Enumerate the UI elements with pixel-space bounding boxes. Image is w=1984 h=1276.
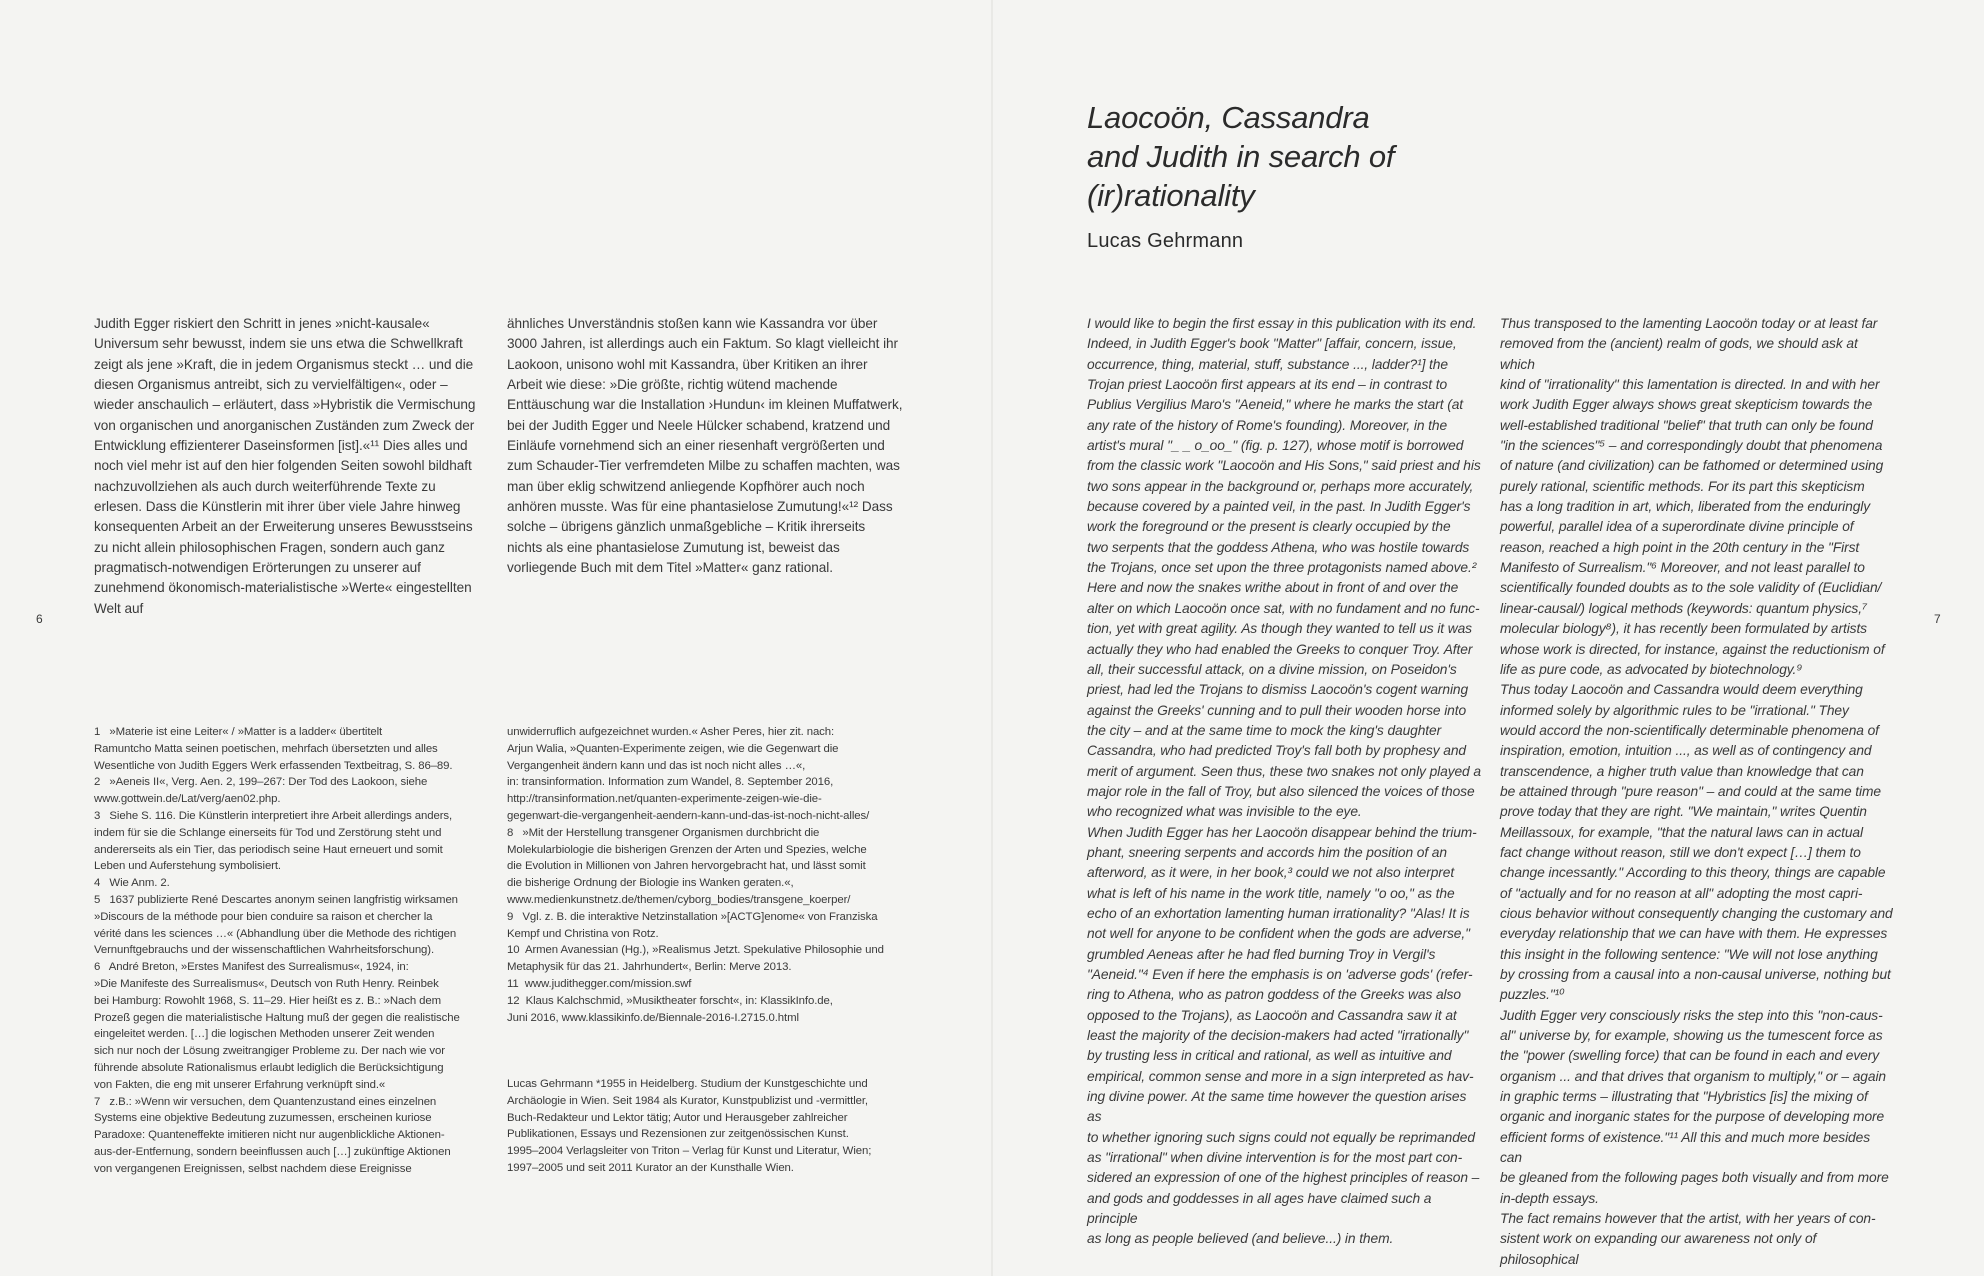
right-body-column-2: Thus transposed to the lamenting Laocoön today or at least far removed from the (ancient) realm of gods, we should ask at which kind of "irrationality" this lamentation is directed. In and with her work Judith Egger always shows great skepticism towards the well-established traditional "belief" that truth can only be found "in the sciences"⁵ – and correspondingly doubt that phenomena of nature (and civilization) can be fathomed or determined using purely rational, scientific methods. For its part this skepticism has a long tradition in art, which, liberated from the enduringly powerful, parallel idea of a superordinate divine principle of reason, reached a high point in the 20th century in the "First Manifesto of Surrealism."⁶ Moreover, and not least parallel to scientifically founded doubts as to the sole validity of (Euclidian/ linear-causal/) logical methods (keywords: quantum physics,⁷ molecular biology⁸), it has recently been formulated by artists whose work is directed, for instance, against the reductionism of life as pure code, as advocated by biotechnology.⁹ Thus today Laocoön and Cassandra would deem everything informed solely by algorithmic rules to be "irrational." They would accord the non-scientifically determinable phenomena of inspiration, emotion, intuition ..., as well as of contingency and transcendence, a higher truth value than knowledge that can be attained through "pure reason" – and could at the same time prove today that they are right. "We maintain," writes Quentin Meillassoux, for example, "that the natural laws can in actual fact change without reason, still we don't expect […] them to change incessantly." According to this theory, things are capable of "actually and for no reason at all" adopting the most capri- cious behavior without consequently changing the customary and everyday relationship that we can have with them. He expresses this insight in the following sentence: "We will not lose anything by crossing from a causal into a non-causal universe, nothing but puzzles."¹⁰ Judith Egger very consciously risks the step into this "non-caus- al" universe by, for example, showing us the tumescent force as the "power (swelling force) that can be found in each and every organism ... and that drives that organism to multiply," or – again in graphic terms – illustrating that "Hybristics [is] the mixing of organic and inorganic states for the purpose of developing more efficient forms of existence."¹¹ All this and much more besides can be gleaned from the following pages both visually and from more in-depth essays. The fact remains however that the artist, with her years of con- sistent work on expanding our awareness not only of philosophical <box>1500 316 1893 1267</box>
left-page-number: 6 <box>36 612 43 626</box>
left-body-column-2: ähnliches Unverständnis stoßen kann wie Kassandra vor über 3000 Jahren, ist allerdings auch ein Faktum. So klagt vielleicht ihr Laokoon, unisono wohl mit Kassandra, über Kritiken an ihrer Arbeit wie diese: »Die größte, richtig wütend machende Enttäuschung war die Installation ›Hundun‹ im kleinen Muffatwerk, bei der Judith Egger und Neele Hülcker schabend, kratzend und Einläufe vornehmend sich an einer riesenhaft vergrößerten und zum Schauder-Tier verfremdeten Milbe zu schaffen machten, was man über eklig schwitzend anliegende Kopfhörer auch noch anhören musste. Was für eine phantasielose Zumutung!«¹² Dass solche – übrigens gänzlich unmaßgebliche – Kritik ihrerseits nichts als eine phantasielose Zumutung ist, beweist das vorliegende Buch mit dem Titel »Matter« ganz rational. <box>507 316 907 576</box>
footnotes-column-2: unwiderruflich aufgezeichnet wurden.« Asher Peres, hier zit. nach: Arjun Walia, »Quanten-Experimente zeigen, wie die Gegenwart die Vergangenheit ändern kann und das ist noch nicht alles …«, in: transinformation. Information zum Wandel, 8. September 2016, http://transinformation.net/quanten-experimente-zeigen-wie-die- gegenwart-die-vergangenheit-aendern-kann-und-das-ist-noch-nicht-alles/ 8 »Mit der Herstellung transgener Organismen durchbricht die Molekularbiologie die bisherigen Grenzen der Arten und Spezies, welche die Evolution in Millionen von Jahren hervorgebracht hat, und lässt somit die bisherige Ordnung der Biologie ins Wanken geraten.«, www.medienkunstnetz.de/themen/cyborg_bodies/transgene_koerper/ 9 Vgl. z. B. die interaktive Netzinstallation »[ACTG]enome« von Franziska Kempf und Christina von Rotz. 10 Armen Avanessian (Hg.), »Realismus Jetzt. Spekulative Philosophie und Metaphysik für das 21. Jahrhundert«, Berlin: Merve 2013. 11 www.judithegger.com/mission.swf 12 Klaus Kalchschmid, »Musiktheater forscht«, in: KlassikInfo.de, Juni 2016, www.klassikinfo.de/Biennale-2016-I.2715.0.html <box>507 726 884 1024</box>
footnotes-column-1: 1 »Materie ist eine Leiter« / »Matter is a ladder« übertitelt Ramuntcho Matta seinen poetischen, mehrfach übersetzten und alles Wesentliche von Judith Eggers Werk erfassenden Textbeitrag, S. 86–89. 2 »Aeneis II«, Verg. Aen. 2, 199–267: Der Tod des Laokoon, siehe www.gottwein.de/Lat/verg/aen02.php. 3 Siehe S. 116. Die Künstlerin interpretiert ihre Arbeit allerdings anders, indem für sie die Schlange einerseits für Tod und Zerstörung steht und andererseits als ein Tier, das periodisch seine Haut erneuert und somit Leben und Auferstehung symbolisiert. 4 Wie Anm. 2. 5 1637 publizierte René Descartes anonym seinen langfristig wirksamen »Discours de la méthode pour bien conduire sa raison et chercher la vérité dans les sciences …« (Abhandlung über die Methode des richtigen Vernunftgebrauchs und der wissenschaftlichen Wahrheitsforschung). 6 André Breton, »Erstes Manifest des Surrealismus«, 1924, in: »Die Manifeste des Surrealismus«, Deutsch von Ruth Henry. Reinbek bei Hamburg: Rowohlt 1968, S. 11–29. Hier heißt es z. B.: »Nach dem Prozeß gegen die materialistische Haltung muß der gegen die realistische eingeleitet werden. […] die logischen Methoden unserer Zeit wenden sich nur noch der Lösung zweitrangiger Probleme zu. Der nach wie vor führende absolute Rationalismus erlaubt lediglich die Berücksichtigung von Fakten, die eng mit unserer Erfahrung verknüpft sind.« 7 z.B.: »Wenn wir versuchen, dem Quantenzustand eines einzelnen Systems eine objektive Bedeutung zuzumessen, erscheinen kuriose Paradoxe: Quanteneffekte imitieren nicht nur augenblickliche Aktionen- aus-der-Entfernung, sondern beeinflussen auch […] zukünftige Aktionen von vergangenen Ereignissen, selbst nachdem diese Ereignisse <box>94 726 460 1175</box>
right-body-column-1: I would like to begin the first essay in this publication with its end. Indeed, in Judith Egger's book "Matter" [affair, concern, issue, occurrence, thing, material, stuff, substance ..., ladder?¹] the Trojan priest Laocoön first appears at its end – in contrast to Publius Vergilius Maro's "Aeneid," where he marks the start (at any rate of the history of Rome's founding). Moreover, in the artist's mural "_ _ o_oo_" (fig. p. 127), whose motif is borrowed from the classic work "Laocoön and His Sons," said priest and his two sons appear in the background or, perhaps more accurately, because covered by a painted veil, in the past. In Judith Egger's work the foreground or the present is clearly occupied by the two serpents that the goddess Athena, who was hostile towards the Trojans, once set upon the three protagonists named above.² Here and now the snakes writhe about in front of and over the alter on which Laocoön once sat, with no fundament and no func- tion, yet with great agility. As though they wanted to tell us it was actually they who had enabled the Greeks to conquer Troy. After all, their successful attack, on a divine mission, on Poseidon's priest, had led the Trojans to dismiss Laocoön's cogent warning against the Greeks' cunning and to pull their wooden horse into the city – and at the same time to mock the king's daughter Cassandra, who had predicted Troy's fall both by prophesy and merit of argument. Seen thus, these two snakes not only played a major role in the fall of Troy, but also silenced the voices of those who recognized what was invisible to the eye. When Judith Egger has her Laocoön disappear behind the trium- phant, sneering serpents and accords him the position of an afterword, as it were, in her book,³ could we not also interpret what is left of his name in the work title, namely "o oo," as the echo of an exhortation lamenting human irrationality? "Alas! It is not well for anyone to be confident when the gods are adverse," grumbled Aeneas after he had fled burning Troy in Vergil's "Aeneid."⁴ Even if here the emphasis is on 'adverse gods' (refer- ring to Athena, who as patron goddess of the Greeks was also opposed to the Trojans), as Laocoön and Cassandra saw it at least the majority of the decision-makers had acted "irrationally" by trusting less in critical and rational, as well as intuitive and empirical, common sense and more in a sign interpreted as hav- ing divine power. At the same time however the question arises as to whether ignoring such signs could not equally be reprimanded as "irrational" when divine intervention is for the most part con- sidered an expression of one of the highest principles of reason – and gods and goddesses in all ages have claimed such a principle as long as people believed (and believe...) in them. <box>1087 316 1481 1247</box>
right-page-number: 7 <box>1934 612 1941 626</box>
left-body-column-1: Judith Egger riskiert den Schritt in jenes »nicht-kausale« Universum sehr bewusst, indem sie uns etwa die Schwellkraft zeigt als jene »Kraft, die in jedem Organismus steckt … und die diesen Organismus antreibt, sich zu vervielfältigen«, oder – wieder anschaulich – erläutert, dass »Hybristik die Vermischung von organischen und anorganischen Zuständen zum Zweck der Entwicklung effizienterer Daseinsformen [ist].«¹¹ Dies alles und noch viel mehr ist auf den hier folgenden Seiten sowohl bildhaft nachzuvollziehen als auch durch weiterführende Texte zu erlesen. Dass die Künstlerin mit ihrer über viele Jahre hinweg konsequenten Arbeit an der Erweiterung unseres Bewusstseins zu nicht allein philosophischen Fragen, sondern auch ganz pragmatisch-notwendigen Erörterungen zu unserer auf zunehmend ökonomisch-materialistische »Werte« eingestellten Welt auf <box>94 316 480 616</box>
essay-title: Laocoön, Cassandra and Judith in search of (ir)rationality <box>1087 100 1395 213</box>
essay-author: Lucas Gehrmann <box>1087 230 1244 252</box>
author-bio: Lucas Gehrmann *1955 in Heidelberg. Studium der Kunstgeschichte und Archäologie in Wien. Seit 1984 als Kurator, Kunstpublizist und -vermittler, Buch-Redakteur und Lektor tätig; Autor und Herausgeber zahlreicher Publikationen, Essays und Rezensionen zur zeitgenössischen Kunst. 1995–2004 Verlagsleiter von Triton – Verlag für Kunst und Literatur, Wien; 1997–2005 und seit 2011 Kurator an der Kunsthalle Wien. <box>507 1078 872 1174</box>
page-gutter <box>991 0 993 1276</box>
